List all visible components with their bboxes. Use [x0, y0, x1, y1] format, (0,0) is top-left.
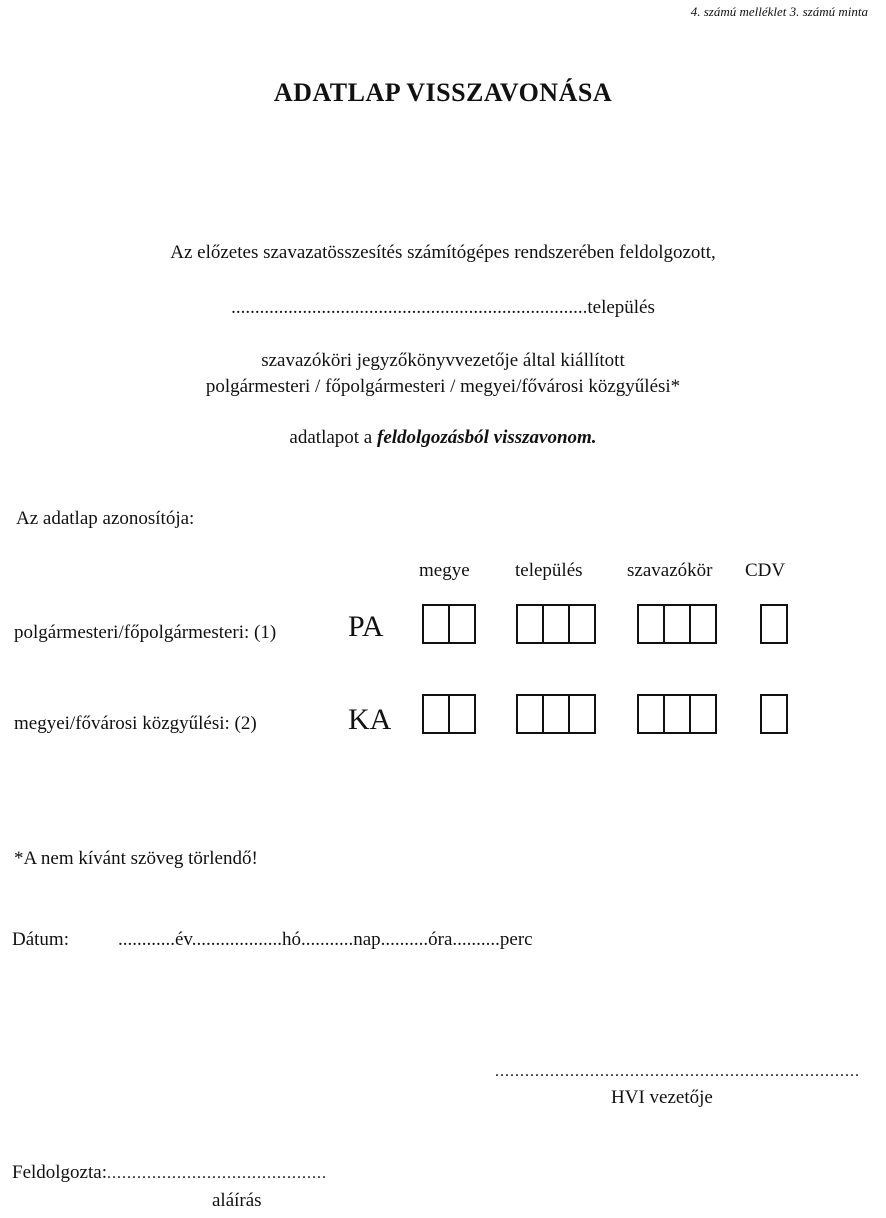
digit-box[interactable]	[760, 604, 788, 644]
county-code-boxes[interactable]	[422, 694, 476, 734]
digit-box[interactable]	[542, 694, 568, 734]
digit-box[interactable]	[637, 694, 663, 734]
digit-box[interactable]	[568, 604, 596, 644]
digit-box[interactable]	[422, 694, 448, 734]
column-header-district: szavazókör	[627, 560, 713, 581]
signature-title: HVI vezetője	[611, 1087, 713, 1108]
digit-box[interactable]	[448, 604, 476, 644]
digit-box[interactable]	[568, 694, 596, 734]
withdraw-prefix: adatlapot a	[289, 427, 377, 448]
signature-line[interactable]: .........................................................................	[495, 1063, 860, 1080]
digit-box[interactable]	[422, 604, 448, 644]
settlement-dotted-field[interactable]: ...........................................................................	[231, 297, 588, 318]
processed-label: Feldolgozta:	[12, 1162, 107, 1183]
column-header-county: megye	[419, 560, 470, 581]
row-label-assembly: megyei/fővárosi közgyűlési: (2)	[14, 713, 257, 734]
settlement-code-boxes[interactable]	[516, 604, 596, 644]
digit-box[interactable]	[516, 694, 542, 734]
body-line-5	[0, 427, 886, 449]
digit-box[interactable]	[663, 694, 689, 734]
column-header-settlement: település	[515, 560, 583, 581]
district-code-boxes[interactable]	[637, 694, 717, 734]
body-line-1: Az előzetes szavazatösszesítés számítógépes rendszerében feldolgozott,	[170, 242, 716, 263]
district-code-boxes[interactable]	[637, 604, 717, 644]
digit-box[interactable]	[542, 604, 568, 644]
cdv-box[interactable]	[760, 694, 788, 734]
annex-header: 4. számú melléklet 3. számú minta	[690, 4, 868, 19]
withdraw-emphasis: feldolgozásból visszavonom.	[377, 427, 597, 448]
county-code-boxes[interactable]	[422, 604, 476, 644]
document-title: ADATLAP VISSZAVONÁSA	[273, 78, 613, 107]
cdv-box[interactable]	[760, 604, 788, 644]
processed-by	[12, 1162, 327, 1184]
date-label: Dátum:	[12, 929, 69, 950]
settlement-label: település	[587, 297, 655, 318]
digit-box[interactable]	[663, 604, 689, 644]
digit-box[interactable]	[516, 604, 542, 644]
digit-box[interactable]	[637, 604, 663, 644]
identifier-label: Az adatlap azonosítója:	[16, 508, 195, 529]
digit-box[interactable]	[760, 694, 788, 734]
row-label-mayor: polgármesteri/főpolgármesteri: (1)	[14, 622, 277, 643]
row-code-ka: KA	[348, 703, 392, 736]
body-line-2	[0, 297, 886, 319]
processed-signature-line[interactable]: ............................................	[106, 1165, 327, 1182]
column-header-cdv: CDV	[745, 560, 786, 581]
row-code-pa: PA	[348, 610, 384, 643]
date-fields[interactable]: ............év...................hó...........nap..........óra..........perc	[118, 929, 533, 950]
body-line-4: polgármesteri / főpolgármesteri / megyei/fővárosi közgyűlési*	[205, 376, 681, 397]
digit-box[interactable]	[689, 604, 717, 644]
settlement-code-boxes[interactable]	[516, 694, 596, 734]
body-line-3: szavazóköri jegyzőkönyvvezetője által kiállított	[261, 350, 625, 371]
footnote: *A nem kívánt szöveg törlendő!	[14, 848, 258, 869]
digit-box[interactable]	[689, 694, 717, 734]
signature-caption: aláírás	[212, 1190, 262, 1211]
digit-box[interactable]	[448, 694, 476, 734]
